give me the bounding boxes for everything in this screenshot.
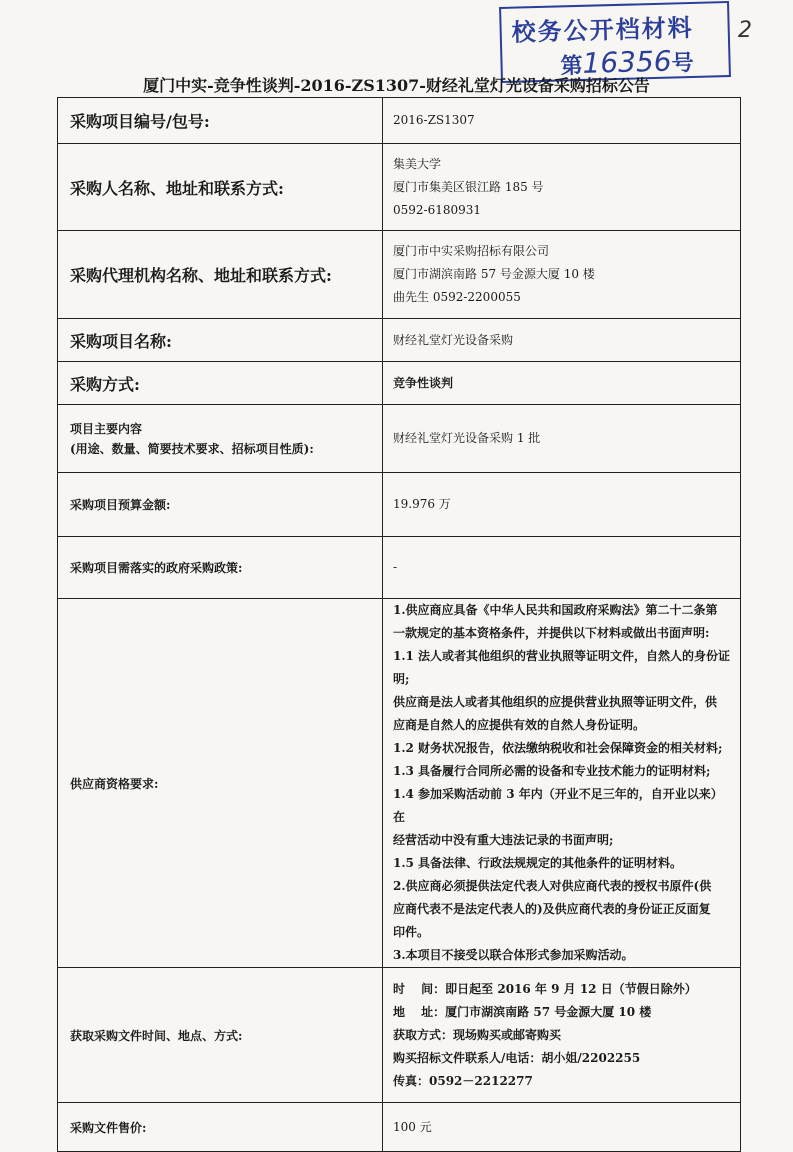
- stamp-number: 16356: [582, 44, 673, 80]
- table-row: [58, 968, 741, 1103]
- qualification-line: 1.3 具备履行合同所必需的设备和专业技术能力的证明材料;: [393, 764, 711, 778]
- handwritten-page-mark: 2: [738, 18, 752, 43]
- table-row: [58, 599, 741, 968]
- qualification-line: 1.4 参加采购活动前 3 年内（开业不足三年的，自开业以来）在: [393, 787, 723, 824]
- agency-address: 厦门市湖滨南路 57 号金源大厦 10 楼: [393, 267, 595, 281]
- document-title: 厦门中实-竞争性谈判-2016-ZS1307-财经礼堂灯光设备采购招标公告: [143, 76, 650, 95]
- qualification-line: 应商代表不是法定代表人的)及供应商代表的身份证正反面复: [393, 902, 711, 916]
- table-row: [58, 362, 741, 405]
- content-label-line1: 项目主要内容: [70, 421, 143, 436]
- row-value-budget: 19.976 万: [383, 473, 741, 537]
- obtain-method: 获取方式：现场购买或邮寄购买: [393, 1027, 562, 1042]
- stamp-suffix: 号: [671, 50, 695, 77]
- qualification-line: 1.5 具备法律、行政法规规定的其他条件的证明材料。: [393, 856, 683, 870]
- purchaser-address: 厦门市集美区银江路 185 号: [393, 179, 544, 194]
- agency-name: 厦门市中实采购招标有限公司: [393, 244, 550, 258]
- purchaser-phone: 0592-6180931: [393, 202, 482, 217]
- row-label-content: [58, 405, 383, 473]
- obtain-fax: 传真：0592－2212277: [393, 1073, 533, 1088]
- qualification-line: 2.供应商必须提供法定代表人对供应商代表的授权书原件(供: [393, 879, 712, 893]
- row-value-purchaser: [383, 144, 741, 231]
- row-label-purchaser: 采购人名称、地址和联系方式:: [58, 144, 383, 231]
- table-row: [58, 231, 741, 319]
- row-value-project-name: 财经礼堂灯光设备采购: [383, 319, 741, 362]
- qualification-line: 印件。: [393, 925, 430, 939]
- row-value-price: 100 元: [383, 1103, 741, 1152]
- content-label-line2: (用途、数量、简要技术要求、招标项目性质):: [70, 441, 314, 456]
- archive-stamp: [499, 1, 731, 83]
- obtain-time: 时 间：即日起至 2016 年 9 月 12 日（节假日除外）: [393, 981, 697, 996]
- table-row: [58, 319, 741, 362]
- table-row: [58, 405, 741, 473]
- row-label-agency: 采购代理机构名称、地址和联系方式:: [58, 231, 383, 319]
- obtain-contact: 购买招标文件联系人/电话：胡小姐/2202255: [393, 1050, 641, 1065]
- row-label-budget: 采购项目预算金额:: [58, 473, 383, 537]
- row-label-qualification: 供应商资格要求:: [58, 599, 383, 968]
- row-value-policy: -: [383, 537, 741, 599]
- agency-contact: 曲先生 0592-2200055: [393, 290, 521, 304]
- row-label-project-name: 采购项目名称:: [58, 319, 383, 362]
- qualification-line: 经营活动中没有重大违法记录的书面声明;: [393, 833, 614, 847]
- row-label-policy: 采购项目需落实的政府采购政策:: [58, 537, 383, 599]
- row-value-content: 财经礼堂灯光设备采购 1 批: [383, 405, 741, 473]
- qualification-line: 供应商是法人或者其他组织的应提供营业执照等证明文件，供: [393, 695, 718, 709]
- table-row: [58, 537, 741, 599]
- row-value-obtain: [383, 968, 741, 1103]
- table-row: [58, 144, 741, 231]
- qualification-line: 1.2 财务状况报告，依法缴纳税收和社会保障资金的相关材料;: [393, 741, 723, 755]
- table-row: [58, 1103, 741, 1152]
- qualification-line: 明;: [393, 672, 410, 686]
- row-value-agency: [383, 231, 741, 319]
- row-value-project-no: 2016-ZS1307: [383, 98, 741, 144]
- qualification-line: 应商是自然人的应提供有效的自然人身份证明。: [393, 718, 646, 732]
- qualification-line: 一款规定的基本资格条件，并提供以下材料或做出书面声明:: [393, 626, 710, 640]
- row-label-project-no: 采购项目编号/包号:: [58, 98, 383, 144]
- row-value-qualification: [383, 599, 741, 968]
- obtain-address: 地 址：厦门市湖滨南路 57 号金源大厦 10 楼: [393, 1004, 652, 1019]
- table-row: [58, 473, 741, 537]
- stamp-title: 校务公开档材料: [511, 13, 695, 47]
- row-label-price: 采购文件售价:: [58, 1103, 383, 1152]
- row-label-obtain: 获取采购文件时间、地点、方式:: [58, 968, 383, 1103]
- qualification-line: 3.本项目不接受以联合体形式参加采购活动。: [393, 948, 634, 962]
- purchaser-name: 集美大学: [393, 156, 442, 171]
- qualification-line: 1.1 法人或者其他组织的营业执照等证明文件，自然人的身份证: [393, 649, 731, 663]
- announcement-table: [57, 97, 741, 1152]
- qualification-line: 1.供应商应具备《中华人民共和国政府采购法》第二十二条第: [393, 603, 718, 617]
- table-row: [58, 98, 741, 144]
- stamp-prefix: 第: [560, 53, 583, 80]
- row-label-method: 采购方式:: [58, 362, 383, 405]
- row-value-method: 竞争性谈判: [383, 362, 741, 405]
